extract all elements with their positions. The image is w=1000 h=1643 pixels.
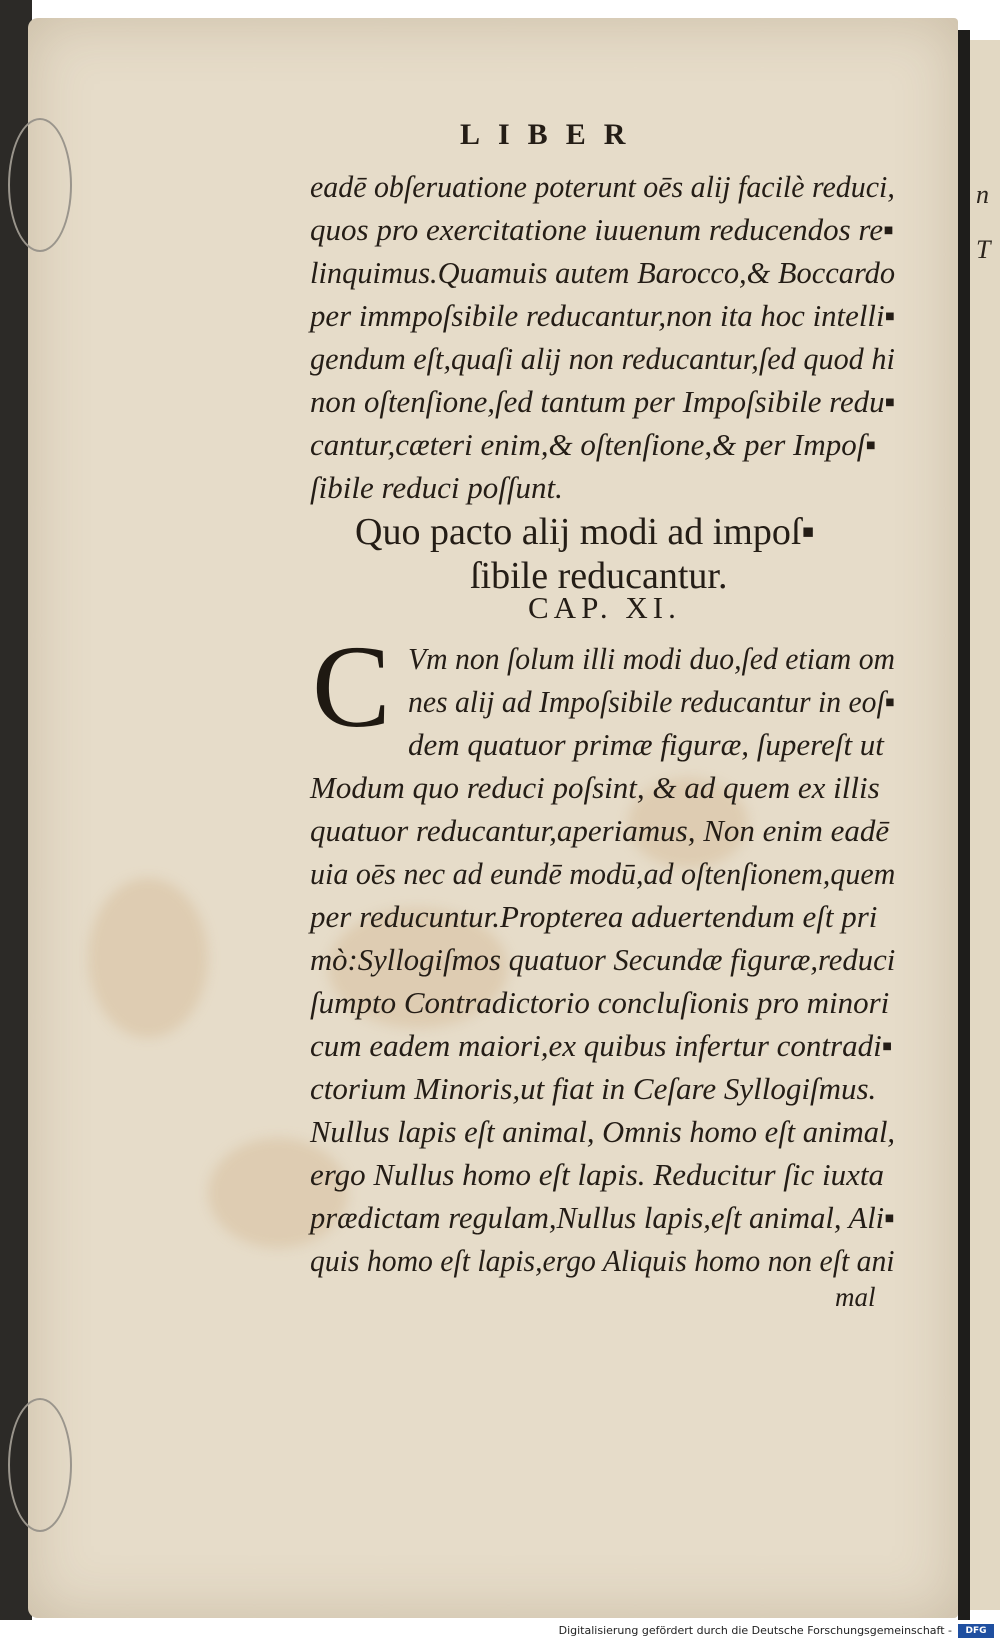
chapter-line: Nullus lapis eſt animal, Omnis homo eſt animal, [310, 1114, 896, 1149]
section-heading-line: ſibile reducantur. [470, 555, 728, 597]
dfg-logo: DFG [958, 1624, 994, 1638]
body-line: per immpoſsibile reducantur,non ita hoc intelli▪ [310, 298, 896, 333]
chapter-line: quatuor reducantur,aperiamus, Non enim eadē [310, 813, 890, 848]
chapter-line: Modum quo reduci poſsint, & ad quem ex illis [310, 770, 880, 805]
chapter-line: quis homo eſt lapis,ergo Aliquis homo non eſt ani [310, 1243, 895, 1278]
chapter-line: per reducuntur.Propterea aduertendum eſt pri [310, 899, 878, 934]
chapter-line: cum eadem maiori,ex quibus infertur contradi▪ [310, 1028, 893, 1063]
chapter-line: uia oēs nec ad eundē modū,ad oſtenſionem,quem [310, 856, 896, 891]
facing-page-fragment: T [976, 235, 991, 264]
section-heading-line: Quo pacto alij modi ad impoſ▪ [355, 511, 815, 553]
body-line: non oſtenſione,ſed tantum per Impoſsibile redu▪ [310, 384, 896, 419]
facing-page-edge [970, 40, 1000, 1610]
facing-page-fragment: n [976, 180, 989, 209]
chapter-line: dem quatuor primæ figuræ, ſupereſt ut [408, 727, 884, 762]
chapter-line: ergo Nullus homo eſt lapis. Reducitur ſic iuxta [310, 1157, 885, 1192]
binding-ring [8, 1398, 72, 1532]
catchword: mal [835, 1282, 876, 1312]
body-line: cantur,cæteri enim,& oſtenſione,& per Impoſ▪ [310, 427, 877, 462]
chapter-line: mò:Syllogiſmos quatuor Secundæ figuræ,reduci [310, 942, 896, 977]
body-line: linquimus.Quamuis autem Barocco,& Boccardo [310, 255, 896, 290]
body-line: eadē obſeruatione poterunt oēs alij facilè reduci, [310, 169, 895, 204]
footer-credit: Digitalisierung gefördert durch die Deutsche Forschungsgemeinschaft - [558, 1624, 952, 1637]
running-head: LIBER [460, 118, 644, 151]
chapter-line: ctorium Minoris,ut fiat in Ceſare Syllogiſmus. [310, 1071, 877, 1106]
chapter-line: ſumpto Contradictorio concluſionis pro minori [310, 985, 890, 1020]
drop-cap: C [312, 621, 391, 752]
body-line: ſibile reduci poſſunt. [310, 470, 563, 505]
body-line: quos pro exercitatione iuuenum reducendos re▪ [310, 212, 895, 247]
body-line: gendum eſt,quaſi alij non reducantur,ſed quod hi [310, 341, 895, 376]
chapter-line: Vm non ſolum illi modi duo,ſed etiam om [408, 641, 896, 676]
page-gutter [958, 30, 970, 1620]
chapter-line: prædictam regulam,Nullus lapis,eſt animal, Ali▪ [310, 1200, 895, 1235]
binding-ring [8, 118, 72, 252]
chapter-line: nes alij ad Impoſsibile reducantur in eoſ▪ [408, 684, 896, 719]
chapter-label: CAP. XI. [528, 590, 681, 625]
